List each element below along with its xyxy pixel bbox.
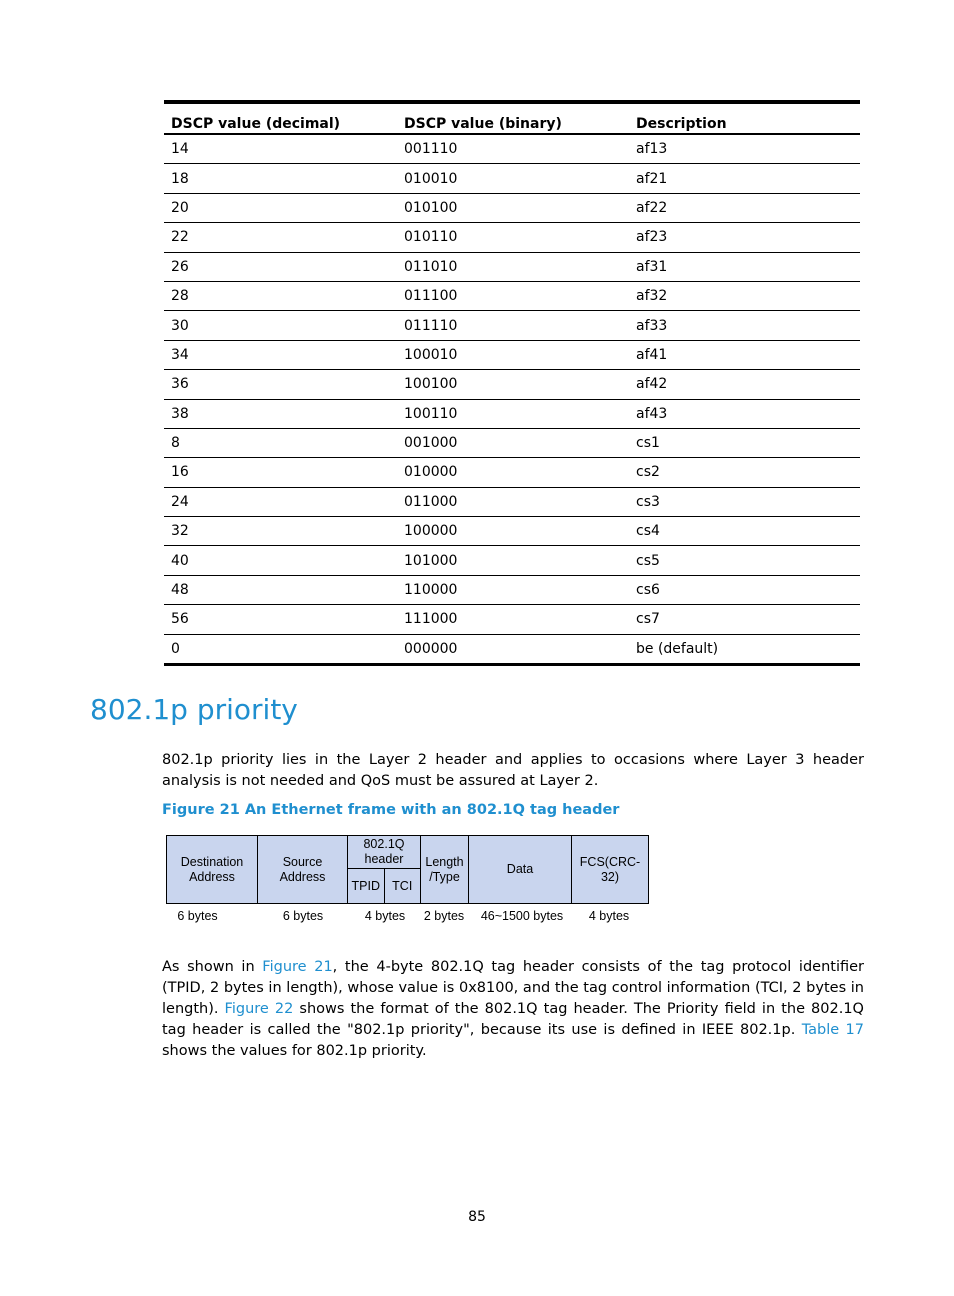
cell-description: af31 [629,252,860,281]
section-heading: 802.1p priority [90,693,298,726]
size-length: 2 bytes [423,909,465,923]
cell-binary: 101000 [397,546,629,575]
cell-binary: 100110 [397,399,629,428]
table-row [164,193,860,222]
cell-decimal: 8 [164,428,397,457]
cell-description: af42 [629,370,860,399]
cell-description: cs2 [629,458,860,487]
table-row [164,458,860,487]
table-row [164,517,860,546]
cell-decimal: 26 [164,252,397,281]
cell-binary: 011110 [397,311,629,340]
cell-description: af41 [629,340,860,369]
size-source: 6 bytes [282,909,324,923]
cell-description: cs4 [629,517,860,546]
cell-decimal: 30 [164,311,397,340]
cell-decimal: 14 [164,134,397,164]
cell-binary: 011010 [397,252,629,281]
source-address-field [258,836,348,903]
table-row [164,370,860,399]
table-header [164,102,860,134]
body-paragraph [162,957,864,1062]
page-number: 85 [468,1209,486,1225]
cell-binary: 001000 [397,428,629,457]
cell-decimal: 34 [164,340,397,369]
dest-label-2: Address [189,869,235,884]
cell-binary: 010100 [397,193,629,222]
table-row [164,399,860,428]
table-row [164,252,860,281]
cell-binary: 010010 [397,164,629,193]
size-fcs: 4 bytes [588,909,630,923]
tag-label-2: header [364,852,404,866]
cell-decimal: 0 [164,634,397,664]
table-row [164,340,860,369]
len-label-1: Length [425,854,464,869]
cell-binary: 111000 [397,605,629,634]
cell-decimal: 24 [164,487,397,516]
cell-decimal: 20 [164,193,397,222]
table-row [164,281,860,310]
table-row [164,575,860,604]
table-row [164,605,860,634]
table-17-link[interactable]: Table 17 [801,1022,864,1038]
tag-header-label [348,836,420,869]
table-body [164,134,860,665]
cell-binary: 010000 [397,458,629,487]
src-label-2: Address [279,869,326,884]
cell-description: af22 [629,193,860,222]
body-text-3: shows the format of the 802.1Q tag header. The Priority field in the 802.1Q tag header is called the "802.1p priority", because its use is defined in IEEE 802.1p. [162,1001,864,1038]
size-data: 46~1500 bytes [480,909,564,923]
table-row [164,428,860,457]
figure-22-link[interactable]: Figure 22 [224,1001,294,1017]
cell-binary: 011000 [397,487,629,516]
intro-paragraph: 802.1p priority lies in the Layer 2 header and applies to occasions where Layer 3 header analysis is not needed and QoS must be assured at Layer 2. [162,752,864,789]
cell-binary: 100100 [397,370,629,399]
ethernet-frame-diagram [166,835,649,904]
cell-decimal: 28 [164,281,397,310]
size-destination: 6 bytes [177,909,218,923]
body-text-2: , the 4-byte 802.1Q tag header consists of the tag protocol identifier (TPID, 2 bytes in length), whose value is 0x8100, and the tag control information (TCI, 2 bytes in length). [162,959,864,1017]
fcs-label-2: 32) [600,869,620,884]
cell-decimal: 48 [164,575,397,604]
tci-field: TCI [392,878,413,893]
dest-label-1: Destination [180,854,244,869]
header-description: Description [629,102,860,134]
table-row [164,546,860,575]
cell-decimal: 40 [164,546,397,575]
table-row [164,311,860,340]
figure-caption: Figure 21 An Ethernet frame with an 802.1Q tag header [162,802,620,818]
figure-21-link[interactable]: Figure 21 [262,959,333,975]
cell-description: cs6 [629,575,860,604]
cell-binary: 011100 [397,281,629,310]
table-row [164,487,860,516]
dscp-table [164,100,860,666]
cell-decimal: 16 [164,458,397,487]
table-row [164,164,860,193]
cell-binary: 100000 [397,517,629,546]
cell-description: af21 [629,164,860,193]
cell-decimal: 32 [164,517,397,546]
cell-description: cs7 [629,605,860,634]
data-field [469,836,572,903]
cell-description: af32 [629,281,860,310]
body-text-1: As shown in [162,959,263,975]
cell-binary: 000000 [397,634,629,664]
length-type-field [421,836,469,903]
cell-description: af43 [629,399,860,428]
destination-address-field [167,836,258,903]
cell-binary: 001110 [397,134,629,164]
tag-header-field [348,836,421,903]
cell-description: cs5 [629,546,860,575]
src-label-1: Source [282,854,323,869]
table-row [164,134,860,164]
len-label-2: /Type [429,869,460,884]
cell-binary: 010110 [397,223,629,252]
cell-decimal: 56 [164,605,397,634]
tpid-field: TPID [348,869,385,903]
cell-binary: 110000 [397,575,629,604]
cell-decimal: 22 [164,223,397,252]
data-label: Data [506,862,534,876]
body-text-4: shows the values for 802.1p priority. [162,1043,427,1059]
cell-decimal: 36 [164,370,397,399]
tag-label-1: 802.1Q [363,837,405,851]
cell-decimal: 38 [164,399,397,428]
cell-description: be (default) [629,634,860,664]
table-row [164,634,860,664]
field-sizes [166,909,649,925]
size-tag: 4 bytes [364,909,406,923]
table-row [164,223,860,252]
fcs-field [572,836,648,903]
fcs-label-1: FCS(CRC- [579,854,641,869]
cell-description: af23 [629,223,860,252]
header-binary: DSCP value (binary) [397,102,629,134]
cell-description: cs1 [629,428,860,457]
cell-binary: 100010 [397,340,629,369]
cell-description: cs3 [629,487,860,516]
cell-description: af33 [629,311,860,340]
cell-description: af13 [629,134,860,164]
header-decimal: DSCP value (decimal) [164,102,397,134]
header-row [164,102,860,134]
cell-decimal: 18 [164,164,397,193]
